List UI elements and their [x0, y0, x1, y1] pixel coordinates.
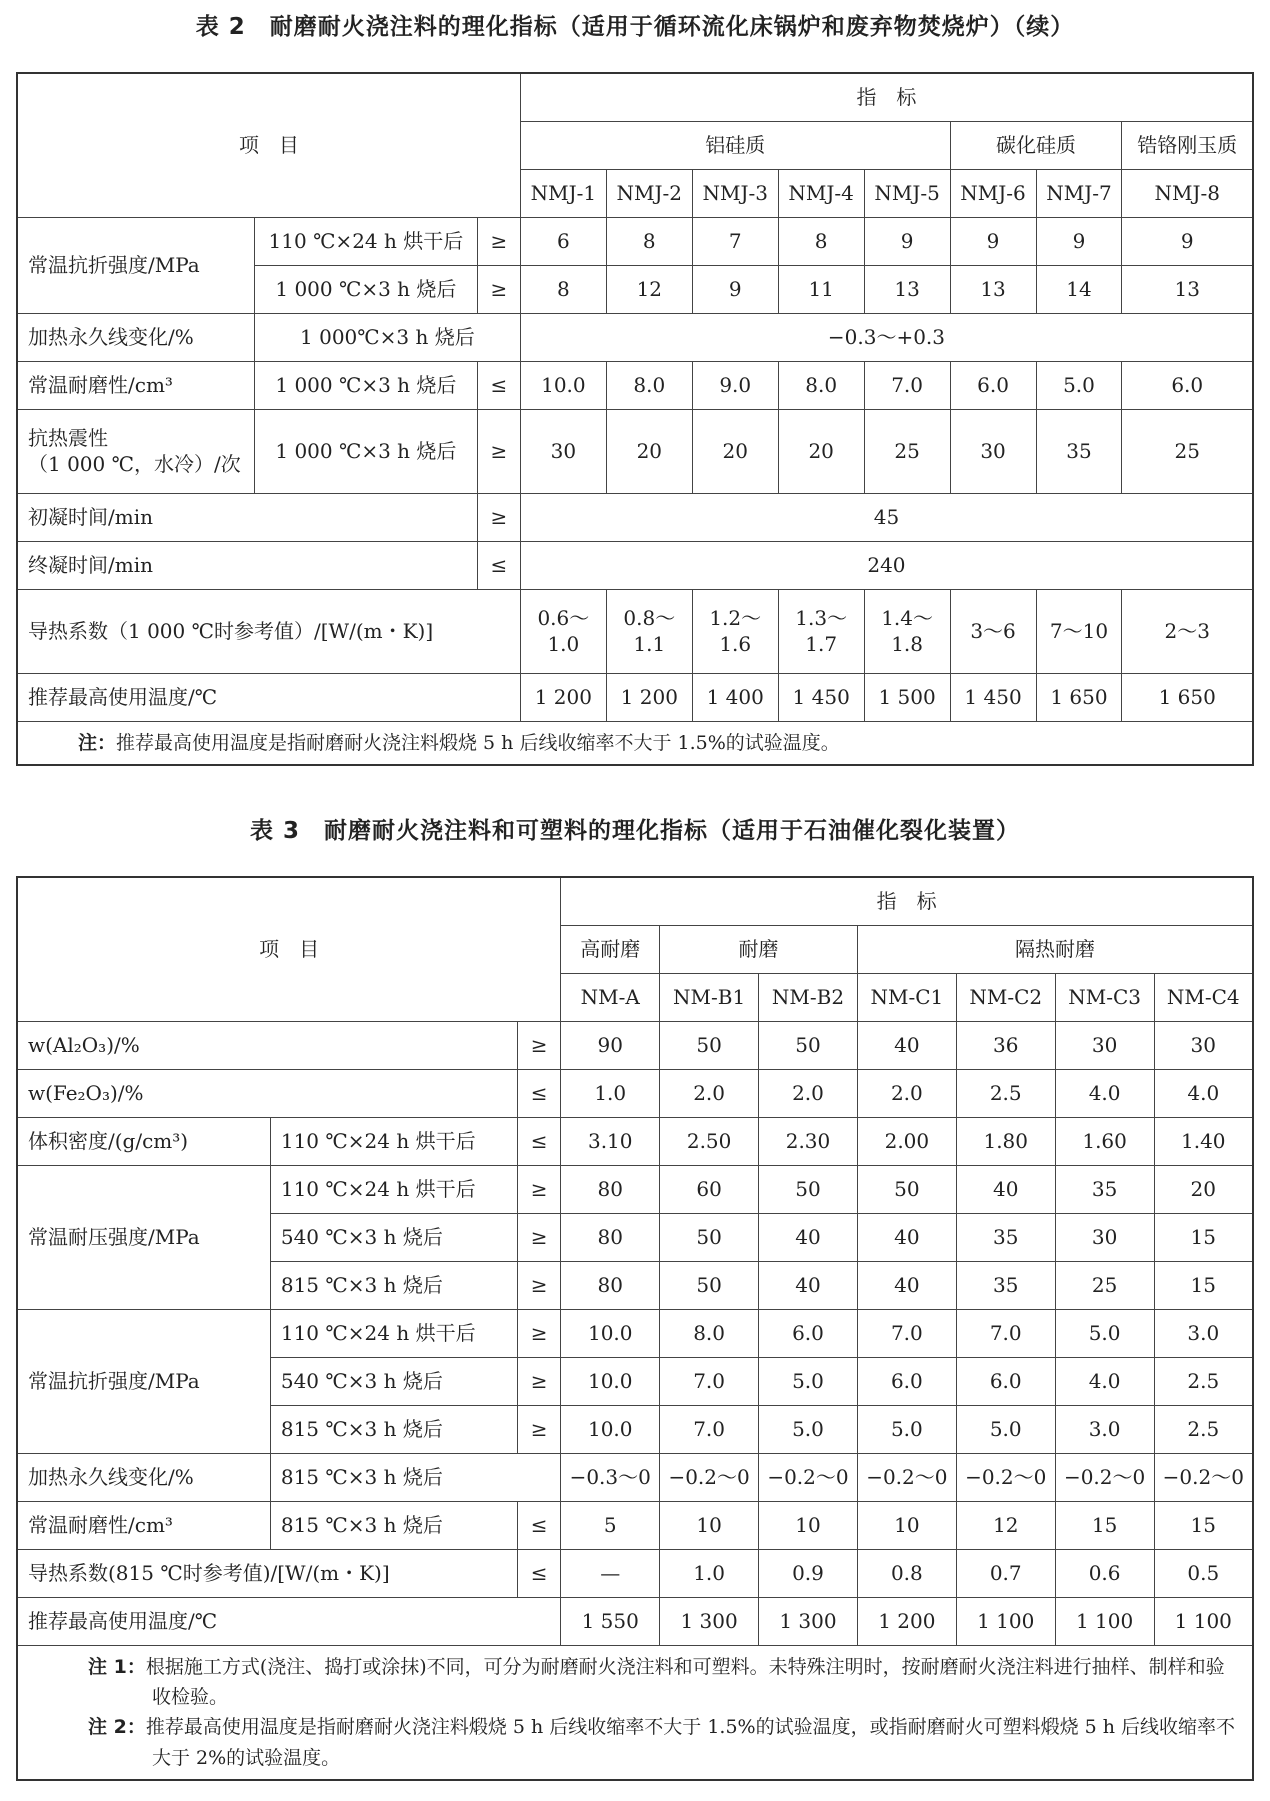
cell: 2.30: [759, 1117, 858, 1165]
note-text: 推荐最高使用温度是指耐磨耐火浇注料煅烧 5 h 后线收缩率不大于 1.5%的试验温度，或指耐磨耐火可塑料煅烧 5 h 后线收缩率不大于 2%的试验温度。: [145, 1716, 1236, 1769]
cell: 1 550: [561, 1597, 660, 1645]
grade-header: NM-C3: [1055, 973, 1154, 1021]
cell: 1.60: [1055, 1117, 1154, 1165]
grade-header: NMJ-2: [606, 169, 692, 217]
cell: 40: [857, 1021, 956, 1069]
condition: 815 ℃×3 h 烧后: [270, 1453, 560, 1501]
cell: 12: [956, 1501, 1055, 1549]
cell: 6.0: [956, 1357, 1055, 1405]
operator: ≥: [477, 409, 520, 493]
cell: 12: [606, 265, 692, 313]
row-label: 常温抗折强度/MPa: [17, 1309, 270, 1453]
cell: 20: [606, 409, 692, 493]
cell: 5.0: [1055, 1309, 1154, 1357]
condition: 815 ℃×3 h 烧后: [270, 1405, 517, 1453]
cell: 35: [956, 1213, 1055, 1261]
table3-caption: 表 3 耐磨耐火浇注料和可塑料的理化指标（适用于石油催化裂化装置）: [249, 818, 1020, 844]
cell: 2～3: [1122, 589, 1253, 673]
cell-line: 0.8～: [623, 606, 676, 630]
row-label: 常温耐磨性/cm³: [17, 1501, 270, 1549]
table-row: [17, 1597, 1253, 1645]
cell: 25: [1055, 1261, 1154, 1309]
cell: 35: [956, 1261, 1055, 1309]
header-index: 指 标: [561, 877, 1253, 925]
cell: 30: [520, 409, 606, 493]
cell: 1 400: [692, 673, 778, 721]
operator: ≥: [518, 1213, 561, 1261]
cell: 10.0: [561, 1309, 660, 1357]
grade-header: NMJ-5: [864, 169, 950, 217]
cell-line: 1.1: [633, 632, 666, 656]
cell: [778, 589, 864, 673]
cell: —: [561, 1549, 660, 1597]
row-label-line: （1 000 ℃，水冷）/次: [28, 452, 241, 476]
table-row: [17, 1309, 1253, 1357]
table-row: [17, 1453, 1253, 1501]
cell: 2.5: [1154, 1357, 1253, 1405]
table2-caption: 表 2 耐磨耐火浇注料的理化指标（适用于循环流化床锅炉和废弃物焚烧炉）（续）: [195, 14, 1075, 40]
group-header: 耐磨: [660, 925, 858, 973]
cell: 5: [561, 1501, 660, 1549]
cell: [520, 589, 606, 673]
cell: 10.0: [561, 1405, 660, 1453]
condition: 110 ℃×24 h 烘干后: [254, 217, 477, 265]
cell: 30: [950, 409, 1036, 493]
grade-header: NM-C4: [1154, 973, 1253, 1021]
cell: 4.0: [1055, 1069, 1154, 1117]
grade-header: NM-A: [561, 973, 660, 1021]
cell: 30: [1154, 1021, 1253, 1069]
cell: 8.0: [606, 361, 692, 409]
cell: 6.0: [950, 361, 1036, 409]
cell: 9: [950, 217, 1036, 265]
note-key: 注：: [78, 731, 117, 754]
cell-line: 1.4～: [881, 606, 934, 630]
cell: 2.5: [1154, 1405, 1253, 1453]
cell: 6.0: [857, 1357, 956, 1405]
cell: −0.2～0: [1055, 1453, 1154, 1501]
cell: 5.0: [759, 1357, 858, 1405]
operator: ≤: [518, 1501, 561, 1549]
cell-line: 1.2～: [709, 606, 762, 630]
operator: ≤: [518, 1069, 561, 1117]
cell: 8.0: [778, 361, 864, 409]
table-row: [17, 1021, 1253, 1069]
condition: 815 ℃×3 h 烧后: [270, 1501, 517, 1549]
cell: 2.0: [660, 1069, 759, 1117]
cell: 15: [1154, 1213, 1253, 1261]
cell: 0.6: [1055, 1549, 1154, 1597]
cell: 8: [778, 217, 864, 265]
cell: 6.0: [759, 1309, 858, 1357]
cell: 1 450: [778, 673, 864, 721]
condition: 110 ℃×24 h 烘干后: [270, 1117, 517, 1165]
cell: 8: [606, 217, 692, 265]
cell: −0.3～+0.3: [520, 313, 1253, 361]
cell: 20: [778, 409, 864, 493]
table-row: [17, 541, 1253, 589]
cell: 0.5: [1154, 1549, 1253, 1597]
cell: 45: [520, 493, 1253, 541]
cell: 1.0: [561, 1069, 660, 1117]
table-row: [17, 493, 1253, 541]
cell: [864, 589, 950, 673]
grade-header: NMJ-1: [520, 169, 606, 217]
cell: [606, 589, 692, 673]
cell: 40: [759, 1213, 858, 1261]
operator: ≥: [518, 1405, 561, 1453]
note-2: [88, 1712, 1238, 1773]
row-label-line: 抗热震性: [28, 426, 108, 450]
cell: 240: [520, 541, 1253, 589]
cell: 50: [660, 1261, 759, 1309]
cell: 1 200: [857, 1597, 956, 1645]
cell: 1 100: [956, 1597, 1055, 1645]
cell: 5.0: [1036, 361, 1122, 409]
grade-header: NM-B2: [759, 973, 858, 1021]
cell: 50: [759, 1165, 858, 1213]
operator: ≥: [518, 1165, 561, 1213]
cell: 13: [864, 265, 950, 313]
cell: 30: [1055, 1213, 1154, 1261]
cell: 7.0: [660, 1357, 759, 1405]
cell: 3～6: [950, 589, 1036, 673]
cell: 3.0: [1154, 1309, 1253, 1357]
cell: 1 650: [1036, 673, 1122, 721]
cell: 7.0: [864, 361, 950, 409]
note-row: [17, 1645, 1253, 1780]
cell: 10.0: [561, 1357, 660, 1405]
row-label: 终凝时间/min: [17, 541, 477, 589]
cell: −0.2～0: [1154, 1453, 1253, 1501]
cell: 2.0: [759, 1069, 858, 1117]
cell: 60: [660, 1165, 759, 1213]
cell: 50: [660, 1021, 759, 1069]
row-label: 导热系数（1 000 ℃时参考值）/[W/(m・K)]: [17, 589, 520, 673]
cell: 1 450: [950, 673, 1036, 721]
cell: 1 300: [660, 1597, 759, 1645]
cell: 1.0: [660, 1549, 759, 1597]
grade-header: NM-C1: [857, 973, 956, 1021]
operator: ≥: [518, 1261, 561, 1309]
cell: 0.8: [857, 1549, 956, 1597]
cell: 4.0: [1154, 1069, 1253, 1117]
grade-header: NMJ-8: [1122, 169, 1253, 217]
cell: 8: [520, 265, 606, 313]
group-header: 碳化硅质: [950, 121, 1122, 169]
cell: 2.0: [857, 1069, 956, 1117]
cell: −0.2～0: [660, 1453, 759, 1501]
table-note: [17, 721, 1253, 765]
note-key: 注 1：: [88, 1655, 146, 1678]
table-row: [17, 1165, 1253, 1213]
row-label: 加热永久线变化/%: [17, 313, 254, 361]
cell: 4.0: [1055, 1357, 1154, 1405]
cell: 7～10: [1036, 589, 1122, 673]
cell: 3.10: [561, 1117, 660, 1165]
cell: 15: [1154, 1501, 1253, 1549]
cell: 20: [692, 409, 778, 493]
cell: 9: [692, 265, 778, 313]
condition: 815 ℃×3 h 烧后: [270, 1261, 517, 1309]
note-key: 注 2：: [88, 1716, 146, 1739]
cell: 10: [759, 1501, 858, 1549]
note-text: 推荐最高使用温度是指耐磨耐火浇注料煅烧 5 h 后线收缩率不大于 1.5%的试验温度。: [116, 731, 840, 754]
condition: 1 000 ℃×3 h 烧后: [254, 409, 477, 493]
cell: 10.0: [520, 361, 606, 409]
cell: 14: [1036, 265, 1122, 313]
table-row: [17, 313, 1253, 361]
cell: 40: [956, 1165, 1055, 1213]
cell: 13: [950, 265, 1036, 313]
cell: 7.0: [857, 1309, 956, 1357]
cell-line: 1.8: [891, 632, 924, 656]
operator: ≥: [477, 265, 520, 313]
table-notes: [17, 1645, 1253, 1780]
cell: 8.0: [660, 1309, 759, 1357]
cell: 20: [1154, 1165, 1253, 1213]
table-row: [17, 1069, 1253, 1117]
cell: 15: [1154, 1261, 1253, 1309]
cell-line: 1.0: [547, 632, 580, 656]
operator: ≤: [518, 1117, 561, 1165]
cell: 11: [778, 265, 864, 313]
cell: 9.0: [692, 361, 778, 409]
cell: 80: [561, 1261, 660, 1309]
cell: 1 100: [1055, 1597, 1154, 1645]
grade-header: NMJ-3: [692, 169, 778, 217]
table-row: [17, 409, 1253, 493]
table-row: [17, 1549, 1253, 1597]
cell: 10: [660, 1501, 759, 1549]
group-header: 隔热耐磨: [857, 925, 1253, 973]
cell: 10: [857, 1501, 956, 1549]
cell: −0.3～0: [561, 1453, 660, 1501]
cell: −0.2～0: [857, 1453, 956, 1501]
row-label: w(Fe₂O₃)/%: [17, 1069, 518, 1117]
row-label: 常温抗折强度/MPa: [17, 217, 254, 313]
group-header: 锆铬刚玉质: [1122, 121, 1253, 169]
row-label: 导热系数(815 ℃时参考值)/[W/(m・K)]: [17, 1549, 518, 1597]
grade-header: NM-C2: [956, 973, 1055, 1021]
note-1: [88, 1652, 1238, 1713]
table-row: [17, 673, 1253, 721]
header-index: 指 标: [520, 73, 1253, 121]
cell: 40: [759, 1261, 858, 1309]
condition: 540 ℃×3 h 烧后: [270, 1357, 517, 1405]
row-label: 初凝时间/min: [17, 493, 477, 541]
cell: 25: [1122, 409, 1253, 493]
cell: 7: [692, 217, 778, 265]
cell: 40: [857, 1261, 956, 1309]
grade-header: NMJ-4: [778, 169, 864, 217]
cell: 50: [660, 1213, 759, 1261]
cell: 3.0: [1055, 1405, 1154, 1453]
condition: 1 000℃×3 h 烧后: [254, 313, 520, 361]
cell: 2.5: [956, 1069, 1055, 1117]
row-label: w(Al₂O₃)/%: [17, 1021, 518, 1069]
table2: [16, 72, 1254, 766]
group-header: 高耐磨: [561, 925, 660, 973]
cell: 1 100: [1154, 1597, 1253, 1645]
condition: 110 ℃×24 h 烘干后: [270, 1309, 517, 1357]
cell: 40: [857, 1213, 956, 1261]
cell: [692, 589, 778, 673]
cell: 30: [1055, 1021, 1154, 1069]
cell: 9: [1036, 217, 1122, 265]
table-row: [17, 217, 1253, 265]
row-label: 加热永久线变化/%: [17, 1453, 270, 1501]
cell: 36: [956, 1021, 1055, 1069]
row-label: 常温耐压强度/MPa: [17, 1165, 270, 1309]
cell: 1 200: [520, 673, 606, 721]
table3: [16, 876, 1254, 1781]
cell: 1.80: [956, 1117, 1055, 1165]
cell: −0.2～0: [759, 1453, 858, 1501]
condition: 110 ℃×24 h 烘干后: [270, 1165, 517, 1213]
operator: ≤: [518, 1549, 561, 1597]
cell: 9: [1122, 217, 1253, 265]
operator: ≥: [477, 493, 520, 541]
table-row: [17, 1501, 1253, 1549]
operator: ≥: [477, 217, 520, 265]
cell: 0.9: [759, 1549, 858, 1597]
cell: 6: [520, 217, 606, 265]
operator: ≥: [518, 1357, 561, 1405]
cell: 25: [864, 409, 950, 493]
cell-line: 1.7: [805, 632, 838, 656]
cell: 35: [1055, 1165, 1154, 1213]
condition: 1 000 ℃×3 h 烧后: [254, 265, 477, 313]
condition: 1 000 ℃×3 h 烧后: [254, 361, 477, 409]
cell: 7.0: [660, 1405, 759, 1453]
cell: 2.50: [660, 1117, 759, 1165]
header-item: 项 目: [17, 73, 520, 217]
row-label: 推荐最高使用温度/℃: [17, 1597, 561, 1645]
note-row: [17, 721, 1253, 765]
cell: 50: [759, 1021, 858, 1069]
cell: 15: [1055, 1501, 1154, 1549]
table-row: [17, 361, 1253, 409]
grade-header: NMJ-7: [1036, 169, 1122, 217]
row-label: 体积密度/(g/cm³): [17, 1117, 270, 1165]
row-label: 常温耐磨性/cm³: [17, 361, 254, 409]
operator: ≤: [477, 361, 520, 409]
cell: 9: [864, 217, 950, 265]
cell: 80: [561, 1213, 660, 1261]
cell: 50: [857, 1165, 956, 1213]
grade-header: NMJ-6: [950, 169, 1036, 217]
cell: 5.0: [956, 1405, 1055, 1453]
operator: ≤: [477, 541, 520, 589]
cell: 90: [561, 1021, 660, 1069]
cell: 80: [561, 1165, 660, 1213]
cell-line: 1.3～: [795, 606, 848, 630]
row-label: [17, 409, 254, 493]
row-label: 推荐最高使用温度/℃: [17, 673, 520, 721]
cell: 1 300: [759, 1597, 858, 1645]
cell: 7.0: [956, 1309, 1055, 1357]
cell: 2.00: [857, 1117, 956, 1165]
cell: 13: [1122, 265, 1253, 313]
group-header: 铝硅质: [520, 121, 950, 169]
cell: 1 650: [1122, 673, 1253, 721]
table-row: [17, 1117, 1253, 1165]
cell-line: 1.6: [719, 632, 752, 656]
table-row: [17, 589, 1253, 673]
grade-header: NM-B1: [660, 973, 759, 1021]
cell: 5.0: [759, 1405, 858, 1453]
cell: 1 200: [606, 673, 692, 721]
cell: 1.40: [1154, 1117, 1253, 1165]
header-item: 项 目: [17, 877, 561, 1021]
note-text: 根据施工方式(浇注、捣打或涂抹)不同，可分为耐磨耐火浇注料和可塑料。未特殊注明时，按耐磨耐火浇注料进行抽样、制样和验收检验。: [145, 1655, 1225, 1708]
cell: −0.2～0: [956, 1453, 1055, 1501]
cell: 0.7: [956, 1549, 1055, 1597]
cell: 35: [1036, 409, 1122, 493]
operator: ≥: [518, 1021, 561, 1069]
cell: 5.0: [857, 1405, 956, 1453]
cell-line: 0.6～: [537, 606, 590, 630]
condition: 540 ℃×3 h 烧后: [270, 1213, 517, 1261]
cell: 1 500: [864, 673, 950, 721]
cell: 6.0: [1122, 361, 1253, 409]
operator: ≥: [518, 1309, 561, 1357]
